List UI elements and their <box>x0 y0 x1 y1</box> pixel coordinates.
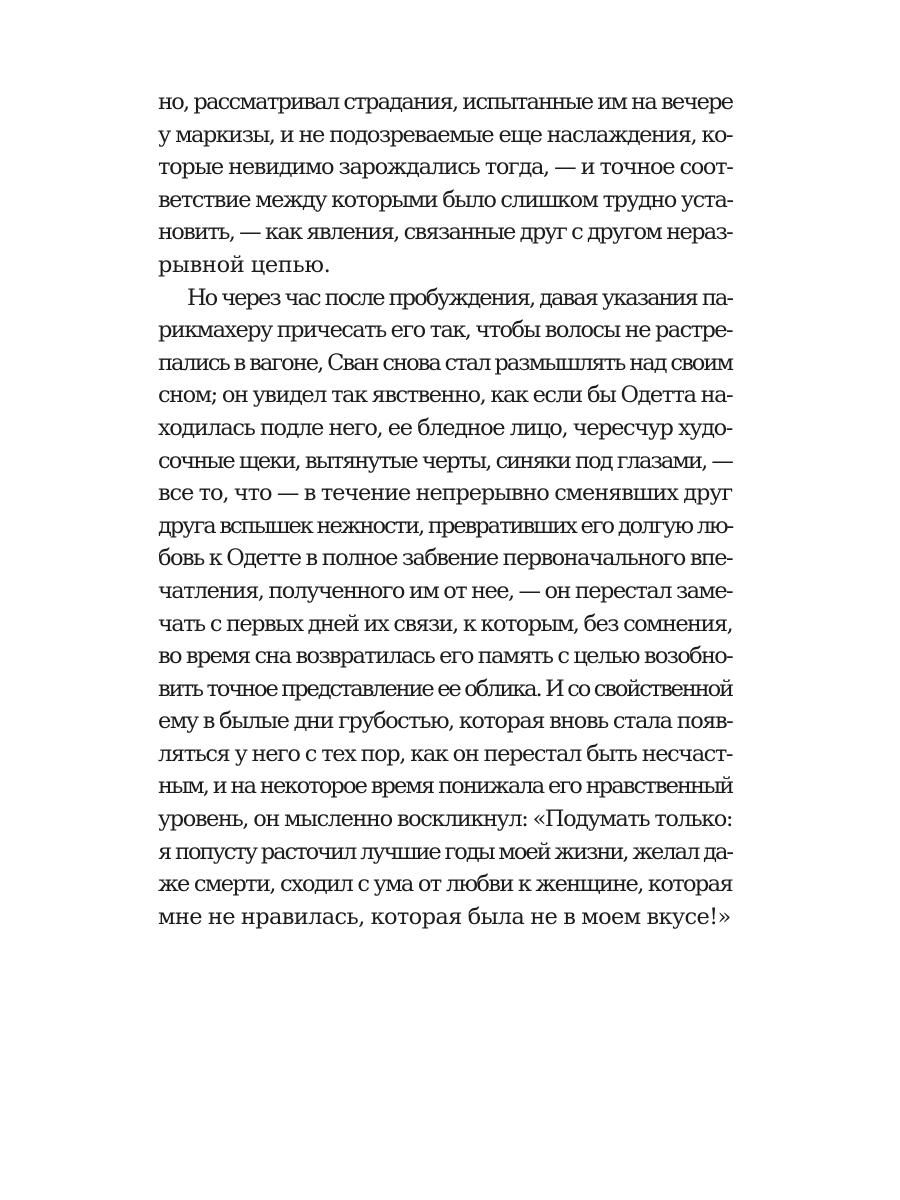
paragraph-1 <box>158 86 732 282</box>
text-line: бовь к Одетте в полное забвение первоначального впе- <box>158 545 732 572</box>
text-line: чать с первых дней их связи, к которым, без сомнения, <box>158 610 732 637</box>
text-line: у маркизы, и не подозреваемые еще наслаждения, ко- <box>158 121 732 148</box>
text-line: мне не нравилась, которая была не в моем вкусе!» <box>158 903 731 930</box>
body-text <box>158 86 732 933</box>
text-line: рикмахеру причесать его так, чтобы волосы не растре- <box>158 317 732 344</box>
text-line: все то, что — в течение непрерывно сменявших друг <box>158 480 732 507</box>
text-line: уровень, он мысленно воскликнул: «Подумать только: <box>158 806 732 833</box>
text-line: ветствие между которыми было слишком трудно уста- <box>158 186 733 213</box>
paragraph-2 <box>158 282 732 934</box>
text-line: пались в вагоне, Сван снова стал размышлять над своим <box>158 349 732 376</box>
text-line: ходилась подле него, ее бледное лицо, чересчур худо- <box>158 414 732 441</box>
text-line: чатления, полученного им от нее, — он перестал заме- <box>158 577 733 604</box>
text-line: сочные щеки, вытянутые черты, синяки под глазами, — <box>158 447 732 474</box>
text-line: друга вспышек нежности, превративших его долгую лю- <box>158 512 733 539</box>
text-line: Но через час после пробуждения, давая указания па- <box>187 284 732 311</box>
text-line: торые невидимо зарождались тогда, — и точное соот- <box>158 154 733 181</box>
text-line: во время сна возвратилась его память с целью возобно- <box>158 643 732 670</box>
text-line: ным, и на некоторое время понижала его нравственный <box>158 773 733 800</box>
text-line: ляться у него с тех пор, как он перестал быть несчаст- <box>158 740 732 767</box>
text-line: же смерти, сходил с ума от любви к женщине, которая <box>158 871 732 898</box>
text-line: ему в былые дни грубостью, которая вновь стала появ- <box>158 708 733 735</box>
text-line: я попусту расточил лучшие годы моей жизни, желал да- <box>158 838 732 865</box>
text-line: но, рассматривал страдания, испытанные им на вечере <box>158 89 733 115</box>
text-line: вить точное представление ее облика. И со свойственной <box>158 675 732 702</box>
text-line: сном; он увидел так явственно, как если бы Одетта на- <box>158 382 733 409</box>
text-line: новить, — как явления, связанные друг с другом нераз- <box>158 219 732 246</box>
text-line: рывной цепью. <box>158 251 331 278</box>
